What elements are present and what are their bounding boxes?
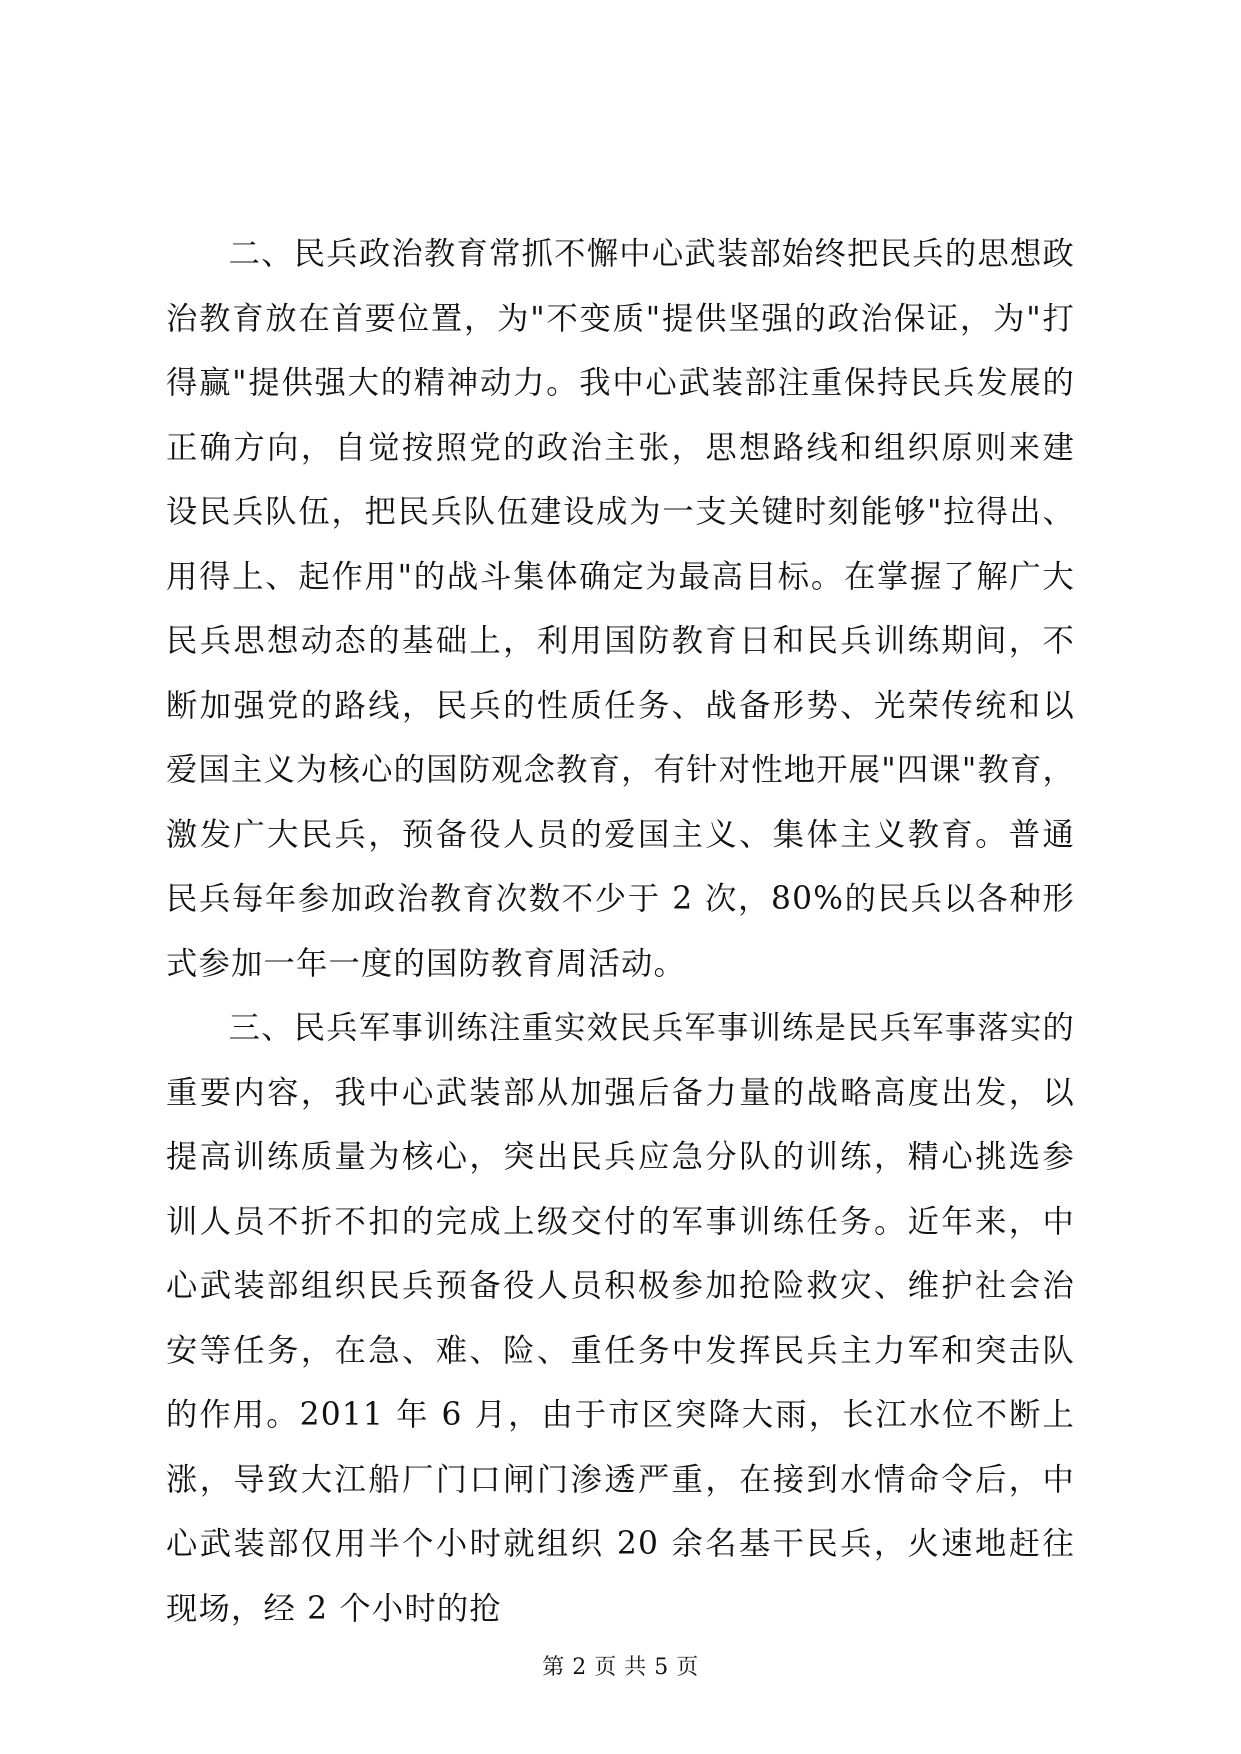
document-body: [166, 222, 1075, 1641]
page-footer: 第 2 页 共 5 页: [542, 1655, 699, 1680]
paragraph-political-education: 二、民兵政治教育常抓不懈中心武装部始终把民兵的思想政治教育放在首要位置，为"不变质"提供坚强的政治保证，为"打得赢"提供强大的精神动力。我中心武装部注重保持民兵发展的正确方向，自觉按照党的政治主张，思想路线和组织原则来建设民兵队伍，把民兵队伍建设成为一支关键时刻能够"拉得出、用得上、起作用"的战斗集体确定为最高目标。在掌握了解广大民兵思想动态的基础上，利用国防教育日和民兵训练期间，不断加强党的路线，民兵的性质任务、战备形势、光荣传统和以爱国主义为核心的国防观念教育，有针对性地开展"四课"教育，激发广大民兵，预备役人员的爱国主义、集体主义教育。普通民兵每年参加政治教育次数不少于 2 次，80%的民兵以各种形式参加一年一度的国防教育周活动。: [166, 236, 1075, 982]
paragraph-military-training: 三、民兵军事训练注重实效民兵军事训练是民兵军事落实的重要内容，我中心武装部从加强后备力量的战略高度出发，以提高训练质量为核心，突出民兵应急分队的训练，精心挑选参训人员不折不扣的完成上级交付的军事训练任务。近年来，中心武装部组织民兵预备役人员积极参加抢险救灾、维护社会治安等任务，在急、难、险、重任务中发挥民兵主力军和突击队的作用。2011 年 6 月，由于市区突降大雨，长江水位不断上涨，导致大江船厂门口闸门渗透严重，在接到水情命令后，中心武装部仅用半个小时就组织 20 余名基干民兵，火速地赶往现场，经 2 个小时的抢: [166, 1010, 1075, 1627]
